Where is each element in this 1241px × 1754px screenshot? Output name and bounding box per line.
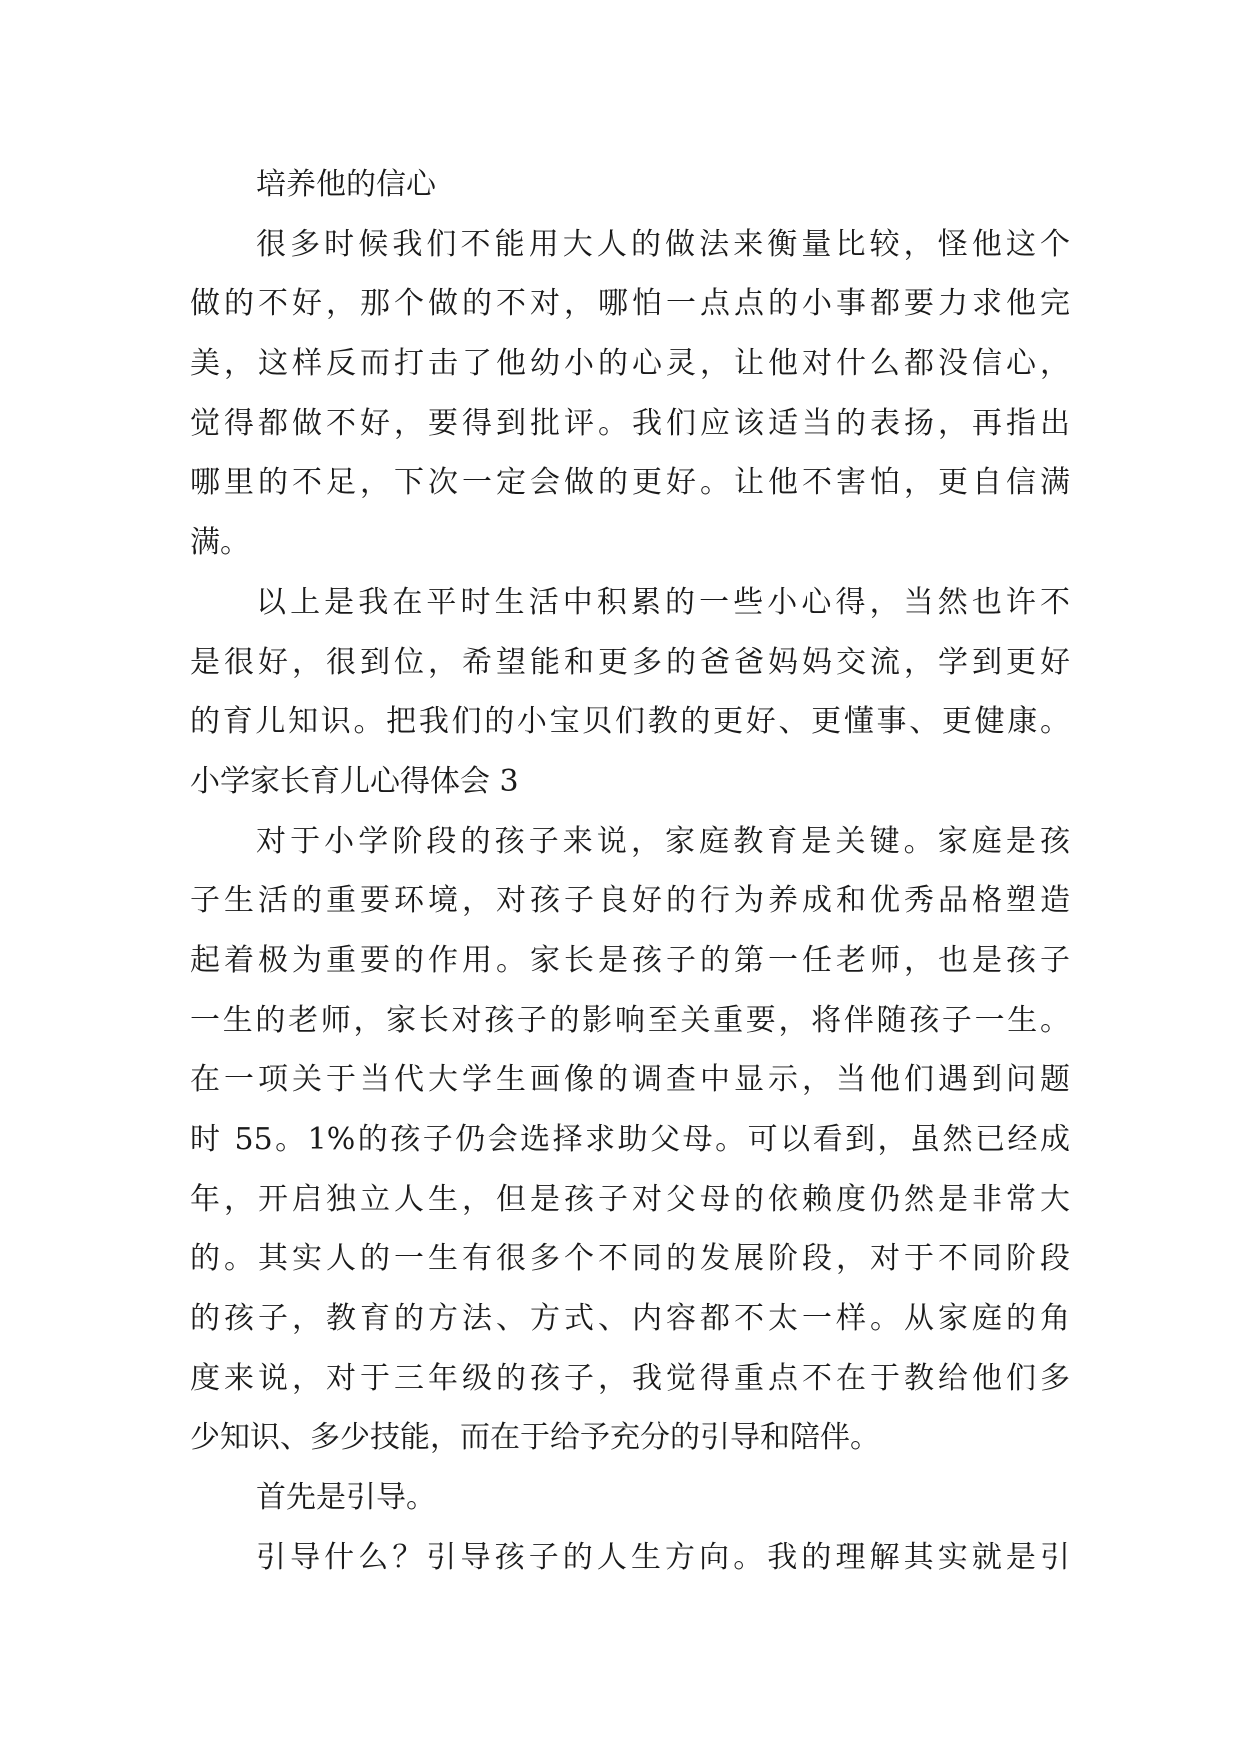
text-line: 小学家长育儿心得体会 3	[190, 763, 519, 799]
text-line: 引导什么？引导孩子的人生方向。我的理解其实就是引	[256, 1539, 1070, 1575]
text-line: 哪里的不足，下次一定会做的更好。让他不害怕，更自信满	[190, 465, 1070, 501]
text-line: 以上是我在平时生活中积累的一些小心得，当然也许不	[256, 584, 1070, 620]
text-line: 的。其实人的一生有很多个不同的发展阶段，对于不同阶段	[190, 1241, 1070, 1277]
text-line: 年，开启独立人生，但是孩子对父母的依赖度仍然是非常大	[190, 1181, 1070, 1217]
text-line: 的孩子，教育的方法、方式、内容都不太一样。从家庭的角	[190, 1301, 1070, 1337]
text-line: 一生的老师，家长对孩子的影响至关重要，将伴随孩子一生。	[190, 1002, 1070, 1038]
text-line: 是很好，很到位，希望能和更多的爸爸妈妈交流，学到更好	[190, 644, 1070, 680]
text-line: 很多时候我们不能用大人的做法来衡量比较，怪他这个	[256, 226, 1070, 262]
text-line: 的育儿知识。把我们的小宝贝们教的更好、更懂事、更健康。	[190, 704, 1070, 740]
text-line: 美，这样反而打击了他幼小的心灵，让他对什么都没信心，	[190, 346, 1070, 382]
text-line: 度来说，对于三年级的孩子，我觉得重点不在于教给他们多	[190, 1360, 1070, 1396]
text-line: 做的不好，那个做的不对，哪怕一点点的小事都要力求他完	[190, 286, 1070, 322]
text-line: 觉得都做不好，要得到批评。我们应该适当的表扬，再指出	[190, 405, 1070, 441]
text-line: 少知识、多少技能，而在于给予充分的引导和陪伴。	[190, 1420, 880, 1456]
text-line: 在一项关于当代大学生画像的调查中显示，当他们遇到问题	[190, 1062, 1070, 1098]
text-line: 对于小学阶段的孩子来说，家庭教育是关键。家庭是孩	[256, 823, 1070, 859]
text-line: 培养他的信心	[256, 167, 436, 202]
text-line: 满。	[190, 525, 250, 561]
document-body	[190, 155, 1070, 1588]
text-line: 子生活的重要环境，对孩子良好的行为养成和优秀品格塑造	[190, 883, 1070, 919]
text-line: 时 55。1%的孩子仍会选择求助父母。可以看到，虽然已经成	[190, 1122, 1070, 1157]
text-line: 首先是引导。	[256, 1480, 436, 1516]
text-line: 起着极为重要的作用。家长是孩子的第一任老师，也是孩子	[190, 942, 1070, 978]
